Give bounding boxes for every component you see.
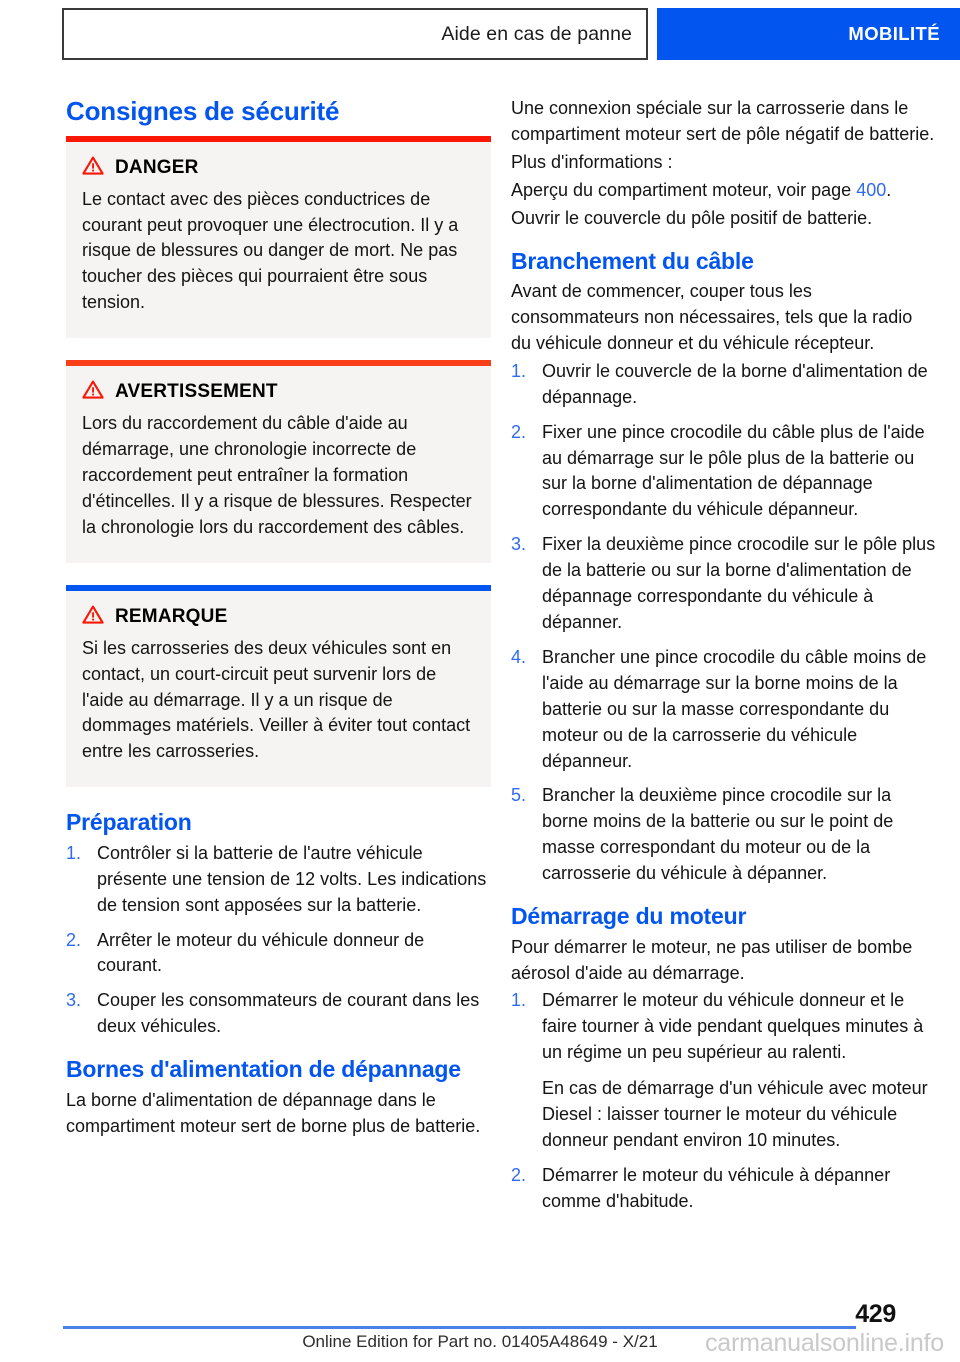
cross-reference-suffix: . [886,179,892,200]
page-title: Consignes de sécurité [66,96,340,126]
warning-triangle-icon [82,380,104,404]
warning-triangle-icon [82,156,104,180]
terminals-paragraph: La borne d'alimentation de dépannage dans le compartiment moteur sert de borne plus de batterie. [66,1089,481,1136]
list-item [66,928,491,980]
page-body [0,96,960,1296]
list-item-text: Couper les consommateurs de courant dans les deux véhicules. [97,990,480,1037]
list-item [511,420,936,524]
list-item-number: 1. [66,842,82,863]
notice-danger-level: DANGER [115,156,199,178]
heading-cable-connection: Branchement du câble [511,247,754,274]
notice-remark-header [82,605,475,629]
watermark: carmanualsonline.info [704,1329,944,1357]
intro-paragraph-2: Plus d'informations : [511,151,673,172]
cable-connection-paragraph: Avant de commencer, couper tous les consommateurs non nécessaires, tels que la radio du véhicule donneur et du véhicule récepteur. [511,281,913,353]
list-item-text: Arrêter le moteur du véhicule donneur de courant. [97,929,425,976]
warning-triangle-icon [82,605,104,629]
list-item [66,988,491,1040]
preparation-steps [66,841,491,1040]
list-item-number: 2. [511,421,527,442]
notice-warning-header [82,380,475,404]
heading-terminals: Bornes d'alimentation de dépannage [66,1056,461,1083]
list-item-text: Démarrer le moteur du véhicule à dépanner comme d'habitude. [542,1164,891,1211]
list-item-text: Fixer une pince crocodile du câble plus de l'aide au démarrage sur le pôle plus de la batterie ou sur la borne d'alimentation de dépannage correspondante du véhicule dépanneur. [542,421,925,520]
list-item-text: Fixer la deuxième pince crocodile sur le pôle plus de la batterie ou sur la borne d'alimentation de dépannage correspondante du véhicule à dépanner. [542,534,936,632]
left-column [66,96,491,1142]
heading-engine-start: Démarrage du moteur [511,903,747,930]
list-item [511,532,936,636]
notice-danger [66,136,491,339]
list-item-text: Brancher une pince crocodile du câble moins de l'aide au démarrage sur la borne moins de la batterie ou sur la masse correspondante du moteur ou de la carrosserie du véhicule dépanneur. [542,646,927,771]
page-reference-link[interactable]: 400 [856,179,887,200]
heading-preparation: Préparation [66,809,192,836]
list-item-text: Ouvrir le couvercle de la borne d'alimentation de dépannage. [542,360,928,407]
page-footer [0,1296,960,1362]
notice-remark-level: REMARQUE [115,605,228,627]
edition-note: Online Edition for Part no. 01405A48649 - X/21 [302,1332,658,1351]
notice-warning-level: AVERTISSEMENT [115,381,278,403]
notice-danger-text: Le contact avec des pièces conductrices de courant peut provoquer une électrocution. Il y a risque de blessures ou danger de mort. Ne pas toucher des pièces qui pourraient être sous tension. [82,188,459,313]
engine-start-paragraph: Pour démarrer le moteur, ne pas utiliser de bombe aérosol d'aide au démarrage. [511,936,913,983]
section-banner [657,8,960,60]
notice-remark [66,585,491,788]
notice-warning [66,360,491,563]
list-item-number: 2. [66,929,82,950]
list-item [66,841,491,919]
list-item-number: 4. [511,646,527,667]
list-item-number: 1. [511,990,527,1011]
engine-start-steps [511,988,936,1214]
notice-remark-text: Si les carrosseries des deux véhicules sont en contact, un court-circuit peut survenir lors de l'aide au démarrage. Il y a un risque de dommages matériels. Veiller à éviter tout contact entre les carrosseries. [82,637,471,762]
breadcrumb-label: Aide en cas de panne [441,22,632,45]
cable-connection-steps [511,359,936,887]
notice-warning-text: Lors du raccordement du câble d'aide au démarrage, une chronologie incorrecte de raccordement peut entraîner la formation d'étincelles. Il y a risque de blessures. Respecter la chronologie lors du raccordement des câbles. [82,413,472,537]
intro-paragraph-1: Une connexion spéciale sur la carrosserie dans le compartiment moteur sert de pôle négatif de batterie. [511,98,935,144]
list-item [511,988,936,1153]
section-banner-label: MOBILITÉ [848,23,940,44]
list-item [511,1163,936,1215]
notice-danger-header [82,156,475,180]
page-header [62,8,960,60]
page-number: 429 [855,1300,896,1328]
list-item-number: 2. [511,1164,527,1185]
list-item-number: 5. [511,785,527,806]
list-item-text: Brancher la deuxième pince crocodile sur la borne moins de la batterie ou sur le point de masse correspondant du moteur ou de la carrosserie du véhicule à dépanner. [542,785,894,884]
list-item-number: 3. [511,534,527,555]
list-item [511,645,936,775]
list-item-number: 3. [66,990,82,1011]
breadcrumb-tab [62,8,648,60]
intro-cross-reference [511,178,936,204]
list-item-text: Contrôler si la batterie de l'autre véhicule présente une tension de 12 volts. Les indications de tension sont apposées sur la batterie. [97,842,487,915]
list-item [511,783,936,887]
intro-paragraph-4: Ouvrir le couvercle du pôle positif de batterie. [511,207,873,228]
list-item-text: Démarrer le moteur du véhicule donneur et le faire tourner à vide pendant quelques minutes à un régime un peu supérieur au ralenti. [542,990,924,1063]
list-item-sub-paragraph: En cas de démarrage d'un véhicule avec moteur Diesel : laisser tourner le moteur du véhicule donneur pendant environ 10 minutes. [542,1078,928,1150]
list-item [511,359,936,411]
list-item-number: 1. [511,360,527,381]
right-column [511,96,936,1224]
cross-reference-prefix: Aperçu du compartiment moteur, voir page [511,179,857,200]
